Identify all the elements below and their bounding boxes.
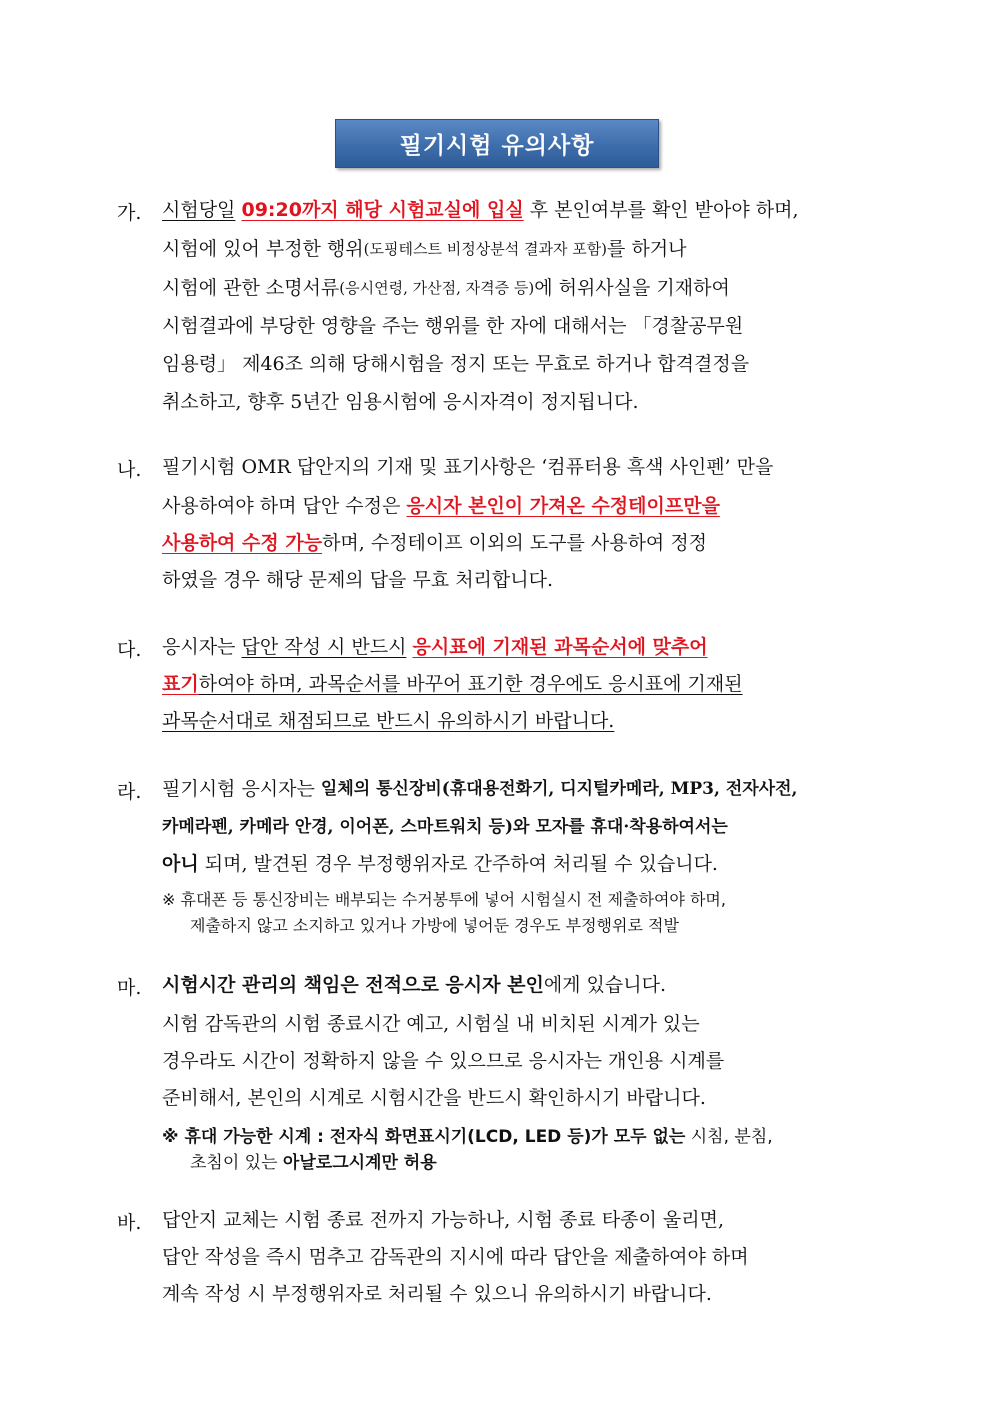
note-line: 제출하지 않고 소지하고 있거나 가방에 넣어둔 경우도 부정행위로 적발 [190, 916, 679, 935]
text-line: 경우라도 시간이 정확하지 않을 수 있으므로 응시자는 개인용 시계를 [162, 1050, 725, 1072]
text-line [162, 970, 899, 1000]
note-plain: 시침, 분침, [685, 1127, 773, 1147]
section-marker: 나. [117, 459, 142, 481]
text-highlight: 응시자 본인이 가져온 수정테이프만을 [406, 495, 720, 517]
section-marker: 가. [117, 202, 142, 224]
text-underlined: 답안 작성 시 반드시 [241, 636, 407, 658]
note-bold: 아날로그시계만 허용 [282, 1153, 437, 1173]
text-line [162, 195, 899, 225]
text-bold: 카메라펜, 카메라 안경, 이어폰, 스마트워치 등)와 모자를 휴대·착용하여서는 [162, 817, 728, 837]
page-title: 필기시험 유의사항 [335, 119, 659, 168]
text-plain: 사용하여야 하며 답안 수정은 [162, 495, 401, 517]
note [162, 887, 899, 939]
text-line [162, 774, 899, 804]
section-marker: 다. [117, 639, 142, 661]
text-plain: 응시자는 [162, 636, 236, 658]
text-underlined: 하여야 하며, 과목순서를 바꾸어 표기한 경우에도 응시표에 기재된 [198, 673, 743, 695]
text-line [162, 669, 899, 699]
text-line: 답안 작성을 즉시 멈추고 감독관의 지시에 따라 답안을 제출하여야 하며 [162, 1246, 749, 1268]
text-line [162, 234, 899, 264]
note-bold: ※ 휴대 가능한 시계 : 전자식 화면표시기(LCD, LED 등)가 모두 없는 [162, 1127, 686, 1147]
text-line: 하였을 경우 해당 문제의 답을 무효 처리합니다. [162, 569, 554, 591]
text-plain: 에게 있습니다. [543, 974, 667, 996]
section-marker: 바. [117, 1212, 142, 1234]
text-highlight: 사용하여 수정 가능 [162, 532, 323, 554]
text-underlined: 과목순서대로 채점되므로 반드시 유의하시기 바랍니다. [162, 710, 615, 732]
text-line: 준비해서, 본인의 시계로 시험시간을 반드시 확인하시기 바랍니다. [162, 1087, 706, 1109]
text-line: 시험결과에 부당한 영향을 주는 행위를 한 자에 대해서는 「경찰공무원 [162, 315, 744, 337]
text-plain: 하며, 수정테이프 이외의 도구를 사용하여 정정 [322, 532, 708, 554]
note-plain: 초침이 있는 [190, 1153, 283, 1173]
text-line: 취소하고, 향후 5년간 임용시험에 응시자격이 정지됩니다. [162, 391, 639, 413]
text-line: 필기시험 OMR 답안지의 기재 및 표기사항은 ‘컴퓨터용 흑색 사인펜’ 만을 [162, 456, 774, 478]
text-bold: 일체의 통신장비(휴대용전화기, 디지털카메라, MP3, 전자사전, [320, 779, 798, 799]
text-bold: 시험시간 관리의 책임은 전적으로 응시자 본인 [162, 974, 544, 996]
text-underlined: 시험당일 [162, 199, 236, 221]
text-line: 임용령」 제46조 의해 당해시험을 정지 또는 무효로 하거나 합격결정을 [162, 353, 750, 375]
text-small: (응시연령, 가산점, 자격증 등) [339, 279, 535, 297]
text-highlight: 표기 [162, 673, 199, 695]
text-plain: 에 허위사실을 기재하여 [534, 277, 730, 299]
note-line: ※ 휴대폰 등 통신장비는 배부되는 수거봉투에 넣어 시험실시 전 제출하여야 하며, [162, 890, 726, 909]
text-plain: 필기시험 응시자는 [162, 778, 315, 800]
text-plain: 시험에 있어 부정한 행위 [162, 238, 364, 260]
text-plain: 되며, 발견된 경우 부정행위자로 간주하여 처리될 수 있습니다. [204, 853, 718, 875]
text-bold: 아니 [162, 853, 199, 875]
text-plain: 를 하거나 [607, 238, 687, 260]
text-highlight: 09:20까지 해당 시험교실에 입실 [241, 199, 524, 221]
text-line: 시험 감독관의 시험 종료시간 예고, 시험실 내 비치된 시계가 있는 [162, 1013, 700, 1035]
text-small: (도핑테스트 비정상분석 결과자 포함) [363, 240, 608, 258]
section-marker: 마. [117, 977, 142, 999]
text-line [162, 491, 899, 521]
text-line [162, 632, 899, 662]
text-line [162, 849, 899, 879]
text-line: 답안지 교체는 시험 종료 전까지 가능하나, 시험 종료 타종이 울리면, [162, 1209, 724, 1231]
text-line [162, 273, 899, 303]
text-line: 계속 작성 시 부정행위자로 처리될 수 있으니 유의하시기 바랍니다. [162, 1283, 712, 1305]
section-marker: 라. [117, 781, 142, 803]
text-plain: 시험에 관한 소명서류 [162, 277, 340, 299]
text-plain: 후 본인여부를 확인 받아야 하며, [529, 199, 799, 221]
text-highlight: 응시표에 기재된 과목순서에 맞추어 [412, 636, 708, 658]
text-line [162, 528, 899, 558]
note [162, 1124, 899, 1176]
text-line [162, 812, 899, 842]
text-line [162, 706, 899, 736]
